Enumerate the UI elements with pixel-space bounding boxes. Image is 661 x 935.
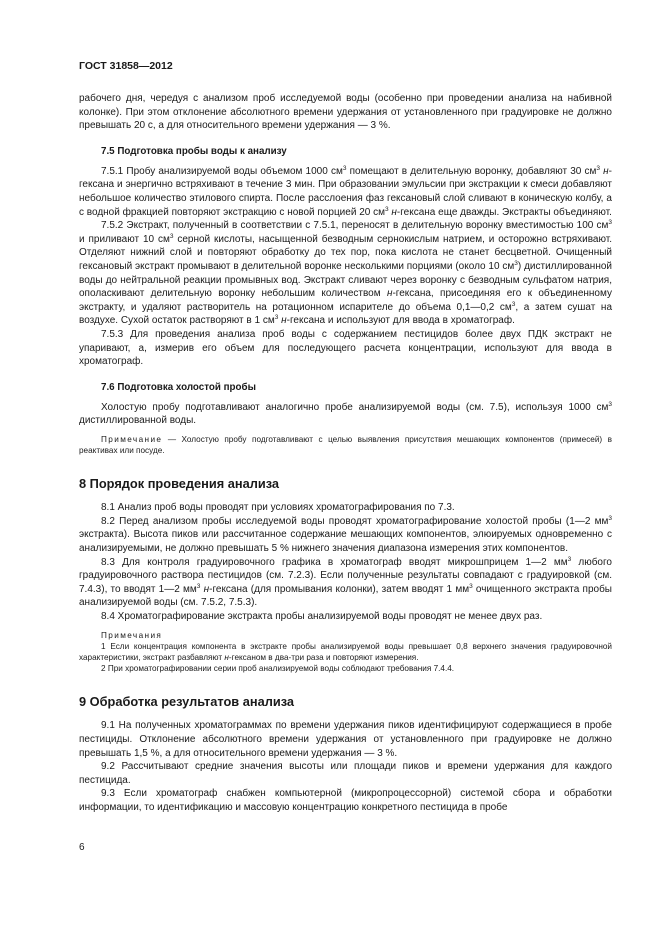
paragraph: 7.5.3 Для проведения анализа проб воды с содержанием пестицидов более двух ПДК экстракт не упаривают, а, измерив его объем для последующего расчета концентрации, используют для ввода в хроматограф. — [79, 328, 612, 368]
note — [79, 434, 612, 456]
paragraph: 8.3 Для контроля градуировочного графика в хроматограф вводят микрошприцем 1—2 $мм^3$ любого градуировочного раствора пестицидов (см. 7.2.3). Если полученные результаты совпадают с градуировкой (см. 7.4.3), то вводят 1—2 $мм^3$ н-гексана (для промывания колонки), затем вводят 1 $мм^3$ очищенного экстракта пробы анализируемой воды (см. 7.5.2, 7.5.3). — [79, 555, 612, 609]
paragraph: 8.1 Анализ проб воды проводят при условиях хроматографирования по 7.3. — [101, 502, 455, 514]
note-label: Примечание — [101, 434, 163, 444]
paragraph: 9.2 Рассчитывают средние значения высоты или площади пиков и времени удержания для каждого пестицида. — [79, 761, 612, 786]
paragraph: 9.3 Если хроматограф снабжен компьютерной (микропроцессорной) системой сбора и обработки информации, то идентификацию и массовую концентрацию конкретного пестицида в пробе — [79, 788, 612, 813]
paragraph: 7.5.1 Пробу анализируемой воды объемом 1000 $см^3$ помещают в делительную воронку, добавляют 30 $см^3$ н-гексана и энергично встряхивают в течение 3 мин. При образовании эмульсии при экстракции к смеси добавляют небольшое количество этилового спирта. После расслоения фаз гексановый слой сливают в коническую колбу, а с водной фракцией повторяют экстракцию с новой порцией 20 $см^3$ н-гексана еще дважды. Экстракты объединяют. — [79, 164, 612, 218]
paragraph: 9.1 На полученных хроматограммах по времени удержания пиков идентифицируют содержащиеся в пробе пестициды. Отклонение абсолютного времени удержания от установленного при градуировке не должно превышать 1,5 %, а для относительного времени удержания — 3 %. — [79, 720, 612, 759]
note-item: 2 При хроматографировании серии проб анализируемой воды соблюдают требования 7.4.4. — [101, 664, 455, 674]
section-heading: 9 Обработка результатов анализа — [79, 694, 294, 710]
paragraph: 8.4 Хроматографирование экстракта пробы анализируемой воды проводят не менее двух раз. — [101, 611, 543, 623]
note-item: 1 Если концентрация компонента в экстракте пробы анализируемой воды превышает 0,8 верхнего значения градуировочной характеристики, экстракт разбавляют н-гексаном в два-три раза и повторяют измерения. — [79, 641, 612, 663]
paragraph: Холостую пробу подготавливают аналогично пробе анализируемой воды (см. 7.5), используя 1000 $см^3$ дистиллированной воды. — [79, 400, 612, 427]
subsection-heading: 7.5 Подготовка пробы воды к анализу — [101, 145, 287, 157]
page-number: 6 — [79, 842, 85, 853]
notes-heading: Примечания — [101, 630, 163, 640]
document-header: ГОСТ 31858—2012 — [79, 60, 173, 72]
section-heading: 8 Порядок проведения анализа — [79, 476, 280, 492]
paragraph: рабочего дня, чередуя с анализом проб исследуемой воды (особенно при проведении анализа на набивной колонке). При этом отклонение абсолютного времени удержания от установленного при градуировке не должно превышать 20 с, а для относительного времени удержания — 3 %. — [79, 93, 612, 132]
subsection-heading: 7.6 Подготовка холостой пробы — [101, 381, 256, 393]
paragraph: 7.5.2 Экстракт, полученный в соответствии с 7.5.1, переносят в делительную воронку вместимостью 100 $см^3$ и приливают 10 $см^3$ серной кислоты, насыщенной безводным сернокислым натрием, и осторожно встряхивают. Отделяют нижний слой и повторяют обработку до тех пор, пока кислота не станет бесцветной. Очищенный гексановый экстракт промывают в делительной воронке несколькими порциями (около 10 $см^3$) дистиллированной воды до нейтральной реакции промывных вод. Экстракт сливают через воронку с безводным сульфатом натрия, ополаскивают делительную воронку небольшим количеством н-гексана, присоединяя его к объединенному экстракту, и удаляют растворитель на ротационном испарителе до объема 0,1—0,2 $см^3$, а затем сушат на воздухе. Сухой остаток растворяют в 1 $см^3$ н-гексана и используют для ввода в хроматограф. — [79, 219, 613, 327]
page-body — [79, 92, 612, 815]
note-text: — Холостую пробу подготавливают с целью выявления присутствия мешающих компонентов (примесей) в реактивах или посуде. — [79, 434, 612, 456]
paragraph: 8.2 Перед анализом пробы исследуемой воды проводят хроматографирование холостой пробы (1—2 $мм^3$ экстракта). Высота пиков или рассчитанное содержание мешающих компонентов, элюируемых одновременно с анализируемыми, не должно превышать 5 % нижнего значения диапазона измерения этих компонентов. — [79, 514, 612, 555]
